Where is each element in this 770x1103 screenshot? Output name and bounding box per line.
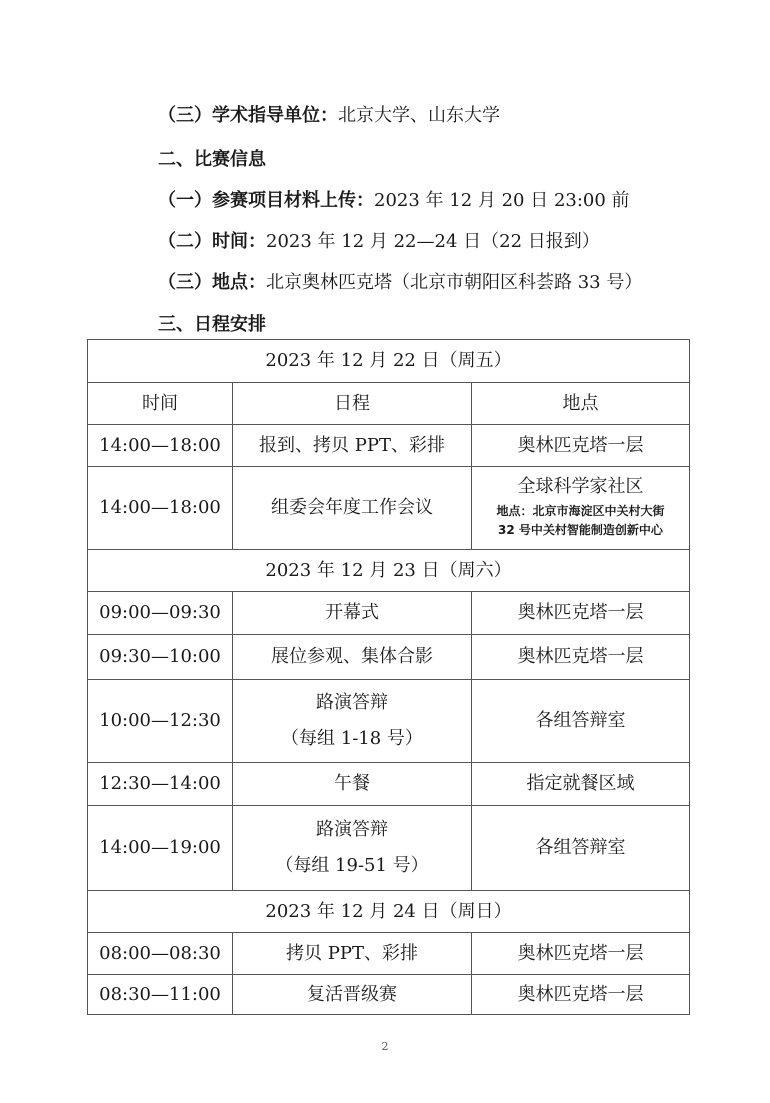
schedule-table <box>87 339 690 1015</box>
row-agenda: 开幕式 <box>233 592 472 635</box>
table-row <box>88 806 690 891</box>
row-place: 各组答辩室 <box>472 806 690 891</box>
table-row <box>88 635 690 680</box>
table-row <box>88 680 690 763</box>
section-heading-schedule: 三、日程安排 <box>158 314 266 335</box>
table-row <box>88 467 690 550</box>
row-place: 各组答辩室 <box>472 680 690 763</box>
header-place: 地点 <box>472 383 690 425</box>
row-time: 09:30—10:00 <box>88 635 233 680</box>
location-label: （三）地点： <box>158 272 266 293</box>
row-agenda: 组委会年度工作会议 <box>233 467 472 550</box>
table-row <box>88 425 690 467</box>
section-heading-competition-info: 二、比赛信息 <box>158 149 266 170</box>
column-header-row <box>88 383 690 425</box>
table-row <box>88 592 690 635</box>
day-header-row <box>88 891 690 933</box>
row-time: 14:00—18:00 <box>88 425 233 467</box>
row-place: 指定就餐区域 <box>472 763 690 806</box>
row-agenda: 复活晋级赛 <box>233 975 472 1015</box>
upload-deadline-label: （一）参赛项目材料上传： <box>158 190 374 211</box>
row-place: 奥林匹克塔一层 <box>472 635 690 680</box>
upload-deadline-line <box>158 186 630 212</box>
row-time: 09:00—09:30 <box>88 592 233 635</box>
table-row <box>88 763 690 806</box>
row-agenda: 午餐 <box>233 763 472 806</box>
day-header-row <box>88 340 690 383</box>
row-agenda-sub: （每组 1-18 号） <box>281 728 423 749</box>
row-time: 12:30—14:00 <box>88 763 233 806</box>
time-line <box>158 227 600 253</box>
day2-header: 2023 年 12 月 23 日（周六） <box>88 550 690 592</box>
table-row <box>88 975 690 1015</box>
upload-deadline-value: 2023 年 12 月 20 日 23:00 前 <box>374 190 630 211</box>
row-place: 奥林匹克塔一层 <box>472 933 690 975</box>
row-time: 14:00—18:00 <box>88 467 233 550</box>
day-header-row <box>88 550 690 592</box>
row-agenda <box>233 680 472 763</box>
row-agenda: 报到、拷贝 PPT、彩排 <box>233 425 472 467</box>
row-agenda-main: 路演答辩 <box>316 692 388 714</box>
org-guidance-line <box>158 101 500 127</box>
row-place: 奥林匹克塔一层 <box>472 975 690 1015</box>
location-value: 北京奥林匹克塔（北京市朝阳区科荟路 33 号） <box>266 272 643 293</box>
row-agenda: 展位参观、集体合影 <box>233 635 472 680</box>
row-place: 奥林匹克塔一层 <box>472 592 690 635</box>
row-agenda-main: 路演答辩 <box>316 819 388 841</box>
row-place: 奥林匹克塔一层 <box>472 425 690 467</box>
row-time: 08:30—11:00 <box>88 975 233 1015</box>
row-place-main: 全球科学家社区 <box>517 476 644 498</box>
time-label: （二）时间： <box>158 231 266 252</box>
row-time: 08:00—08:30 <box>88 933 233 975</box>
header-agenda: 日程 <box>233 383 472 425</box>
row-agenda: 拷贝 PPT、彩排 <box>233 933 472 975</box>
org-guidance-label: （三）学术指导单位： <box>158 105 338 126</box>
row-place-note-1: 地点：北京市海淀区中关村大街 <box>496 503 665 518</box>
org-guidance-value: 北京大学、山东大学 <box>338 105 500 126</box>
row-agenda-sub: （每组 19-51 号） <box>275 855 429 876</box>
row-place <box>472 467 690 550</box>
row-time: 14:00—19:00 <box>88 806 233 891</box>
time-value: 2023 年 12 月 22—24 日（22 日报到） <box>266 231 600 252</box>
day1-header: 2023 年 12 月 22 日（周五） <box>88 340 690 383</box>
location-line <box>158 268 642 294</box>
table-row <box>88 933 690 975</box>
page-number: 2 <box>381 1040 389 1053</box>
day3-header: 2023 年 12 月 24 日（周日） <box>88 891 690 933</box>
header-time: 时间 <box>88 383 233 425</box>
row-place-note-2: 32 号中关村智能制造创新中心 <box>498 522 663 537</box>
row-time: 10:00—12:30 <box>88 680 233 763</box>
row-agenda <box>233 806 472 891</box>
